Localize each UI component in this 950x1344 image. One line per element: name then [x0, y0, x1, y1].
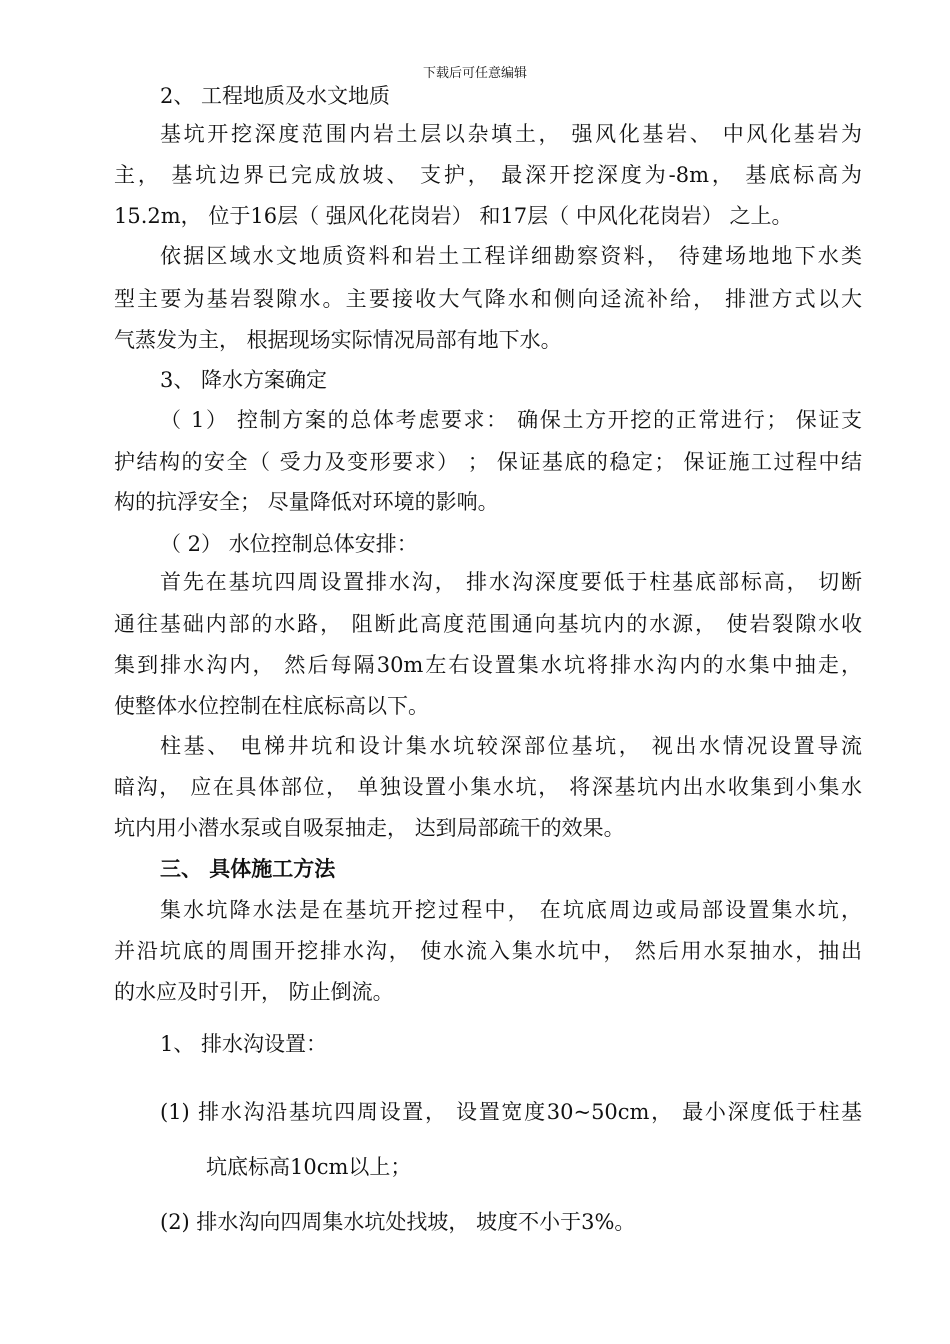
paragraph-line: 并沿坑底的周围开挖排水沟， 使水流入集水坑中， 然后用水泵抽水，抽出: [114, 939, 862, 963]
subheading: 1、 排水沟设置：: [160, 1032, 328, 1056]
paragraph-line: 气蒸发为主， 根据现场实际情况局部有地下水。: [114, 328, 562, 352]
paragraph-line: 基坑开挖深度范围内岩土层以杂填土， 强风化基岩、 中风化基岩为: [160, 122, 862, 146]
paragraph-line: 型主要为基岩裂隙水。主要接收大气降水和侧向迳流补给， 排泄方式以大: [114, 287, 862, 311]
paragraph-line: 依据区域水文地质资料和岩土工程详细勘察资料， 待建场地地下水类: [160, 244, 862, 268]
subheading: （ 2） 水位控制总体安排：: [160, 532, 418, 556]
list-item: (2) 排水沟向四周集水坑处找坡， 坡度不小于3%。: [160, 1210, 636, 1234]
paragraph-line: 通往基础内部的水路， 阻断此高度范围通向基坑内的水源， 使岩裂隙水收: [114, 612, 862, 636]
paragraph-line: 主， 基坑边界已完成放坡、 支护， 最深开挖深度为-8m， 基底标高为: [114, 163, 862, 187]
paragraph-line: 柱基、 电梯井坑和设计集水坑较深部位基坑， 视出水情况设置导流: [160, 734, 862, 758]
header-note: 下载后可任意编辑: [422, 66, 527, 81]
paragraph-line: 15.2m， 位于16层（ 强风化花岗岩） 和17层（ 中风化花岗岩） 之上。: [114, 204, 793, 228]
section-heading-2: 2、 工程地质及水文地质: [160, 84, 391, 108]
list-item-continuation: 坑底标高10cm以上；: [206, 1155, 412, 1179]
list-item: (1) 排水沟沿基坑四周设置， 设置宽度30~50cm， 最小深度低于柱基: [160, 1100, 862, 1124]
paragraph-line: （ 1） 控制方案的总体考虑要求： 确保土方开挖的正常进行； 保证支: [160, 408, 862, 432]
paragraph-line: 构的抗浮安全； 尽量降低对环境的影响。: [114, 490, 499, 514]
paragraph-line: 使整体水位控制在柱底标高以下。: [114, 694, 429, 718]
section-heading-three: 三、 具体施工方法: [160, 857, 336, 881]
paragraph-line: 暗沟， 应在具体部位， 单独设置小集水坑， 将深基坑内出水收集到小集水: [114, 775, 862, 799]
paragraph-line: 首先在基坑四周设置排水沟， 排水沟深度要低于柱基底部标高， 切断: [160, 570, 862, 594]
paragraph-line: 集水坑降水法是在基坑开挖过程中， 在坑底周边或局部设置集水坑，: [160, 898, 862, 922]
section-heading-3: 3、 降水方案确定: [160, 368, 328, 392]
paragraph-line: 护结构的安全（ 受力及变形要求） ； 保证基底的稳定； 保证施工过程中结: [114, 450, 862, 474]
paragraph-line: 坑内用小潜水泵或自吸泵抽走， 达到局部疏干的效果。: [114, 816, 625, 840]
paragraph-line: 集到排水沟内， 然后每隔30m左右设置集水坑将排水沟内的水集中抽走，: [114, 653, 862, 677]
paragraph-line: 的水应及时引开， 防止倒流。: [114, 980, 394, 1004]
